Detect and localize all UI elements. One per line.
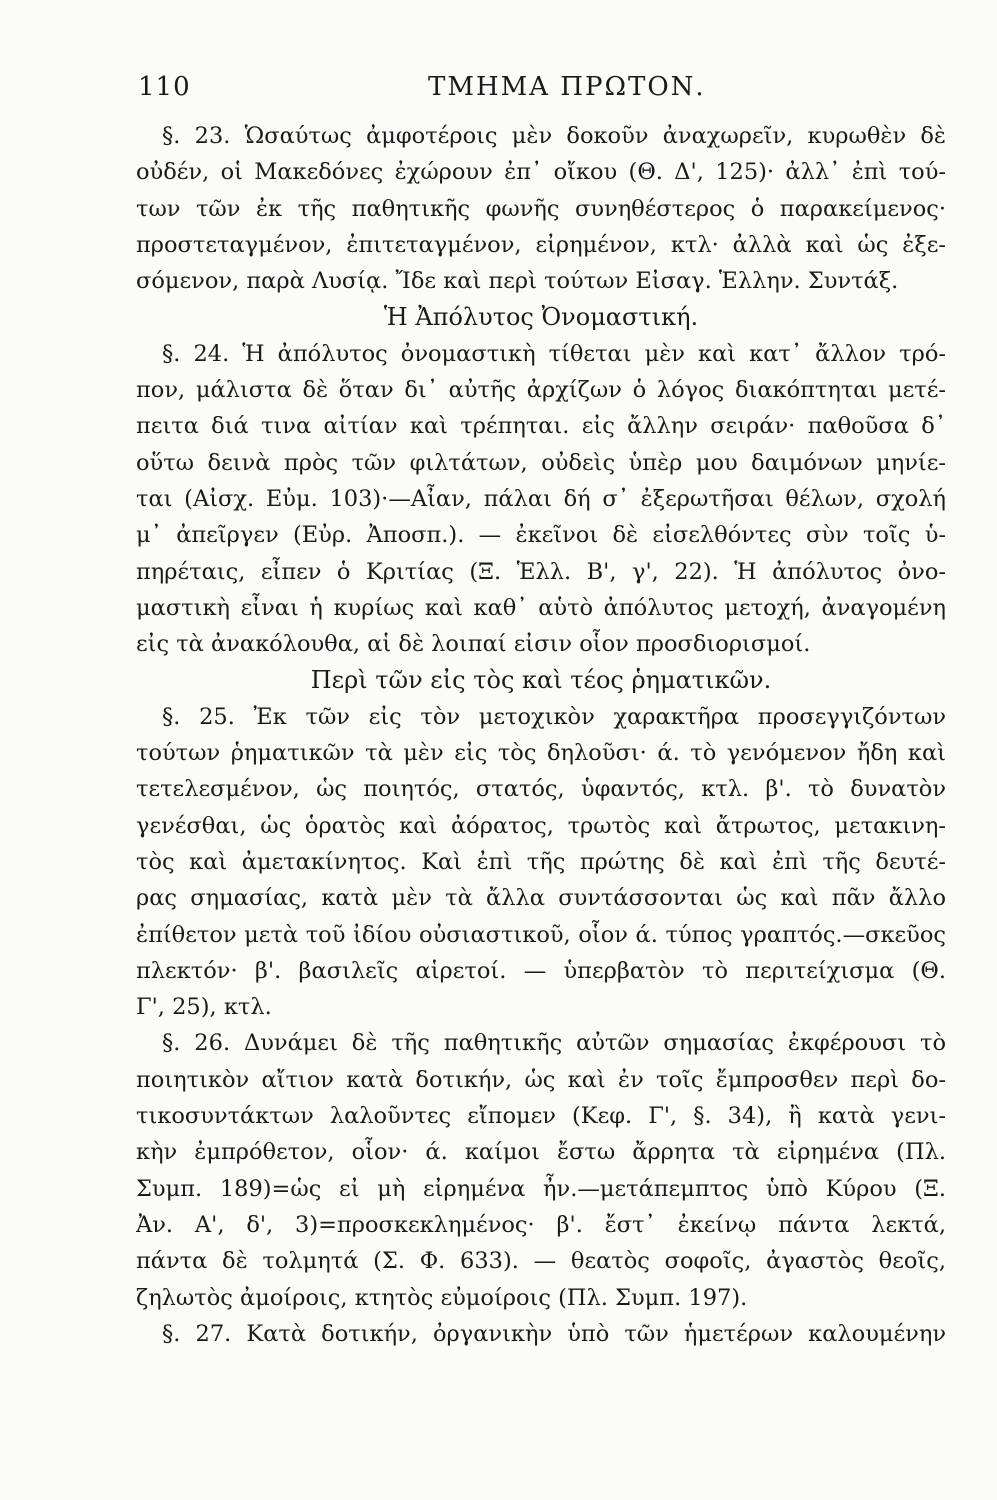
text-line: Συμπ. 189)=ὡς εἰ μὴ εἰρημένα ἦν.—μετάπεμπτος ὑπὸ Κύρου (Ξ. <box>136 1175 946 1202</box>
body-text <box>136 118 946 1352</box>
text-line: πλεκτόν· β'. βασιλεῖς αἱρετοί. — ὑπερβατὸν τὸ περιτείχισμα (Θ. <box>136 957 946 984</box>
text-line: §. 23. Ὡσαύτως ἀμφοτέροις μὲν δοκοῦν ἀναχωρεῖν, κυρωθὲν δὲ <box>162 123 946 149</box>
text-line: γενέσθαι, ὡς ὁρατὸς καὶ ἀόρατος, τρωτὸς καὶ ἄτρωτος, μετακινη- <box>136 812 946 839</box>
text-line: §. 24. Ἡ ἀπόλυτος ὀνομαστικὴ τίθεται μὲν καὶ κατ᾽ ἄλλον τρό- <box>162 340 946 367</box>
text-line: τὸς καὶ ἀμετακίνητος. Καὶ ἐπὶ τῆς πρώτης δὲ καὶ ἐπὶ τῆς δευτέ- <box>136 848 946 875</box>
page-number: 110 <box>138 72 191 102</box>
section-heading: Ἡ Ἀπόλυτος Ὀνομαστική. <box>383 303 699 332</box>
text-line: ται (Αἰσχ. Εὐμ. 103)·—Αἶαν, πάλαι δή σ᾽ ἐξερωτῆσαι θέλων, σχολή <box>136 485 946 512</box>
running-title: ΤΜΗΜΑ ΠΡΩΤΟΝ. <box>428 72 706 102</box>
text-line: τικοσυντάκτων λαλοῦντες εἴπομεν (Κεφ. Γ', §. 34), ἢ κατὰ γενι- <box>136 1103 946 1130</box>
text-line: ζηλωτὸς ἀμοίροις, κτητὸς εὐμοίροις (Πλ. Συμπ. 197). <box>136 1284 748 1311</box>
text-line: προστεταγμένον, ἐπιτεταγμένον, εἰρημένον, κτλ· ἀλλὰ καὶ ὡς ἐξε- <box>136 231 946 258</box>
text-line: πον, μάλιστα δὲ ὅταν δι᾽ αὐτῆς ἀρχίζων ὁ λόγος διακόπτηται μετέ- <box>136 377 946 404</box>
text-line: ρας σημασίας, κατὰ μὲν τὰ ἄλλα συντάσσονται ὡς καὶ πᾶν ἄλλο <box>136 885 946 912</box>
text-line: κὴν ἐμπρόθετον, οἷον· ά. καίμοι ἔστω ἄρρητα τὰ εἰρημένα (Πλ. <box>136 1139 946 1166</box>
text-line: Ἀν. Α', δ', 3)=προσκεκλημένος· β'. ἔστ᾽ ἐκείνῳ πάντα λεκτά, <box>136 1211 946 1238</box>
text-line: των τῶν ἐκ τῆς παθητικῆς φωνῆς συνηθέστερος ὁ παρακείμενος· <box>136 195 946 222</box>
text-line: οὕτω δεινὰ πρὸς τῶν φιλτάτων, οὐδεὶς ὑπὲρ μου δαιμόνων μηνίε- <box>136 449 946 476</box>
text-line: §. 27. Κατὰ δοτικήν, ὀργανικὴν ὑπὸ τῶν ἡμετέρων καλουμένην <box>162 1320 946 1347</box>
running-head <box>138 72 938 112</box>
text-line: πειτα διά τινα αἰτίαν καὶ τρέπηται. εἰς ἄλλην σειράν· παθοῦσα δ᾽ <box>136 413 946 440</box>
text-line: μ᾽ ἀπεῖργεν (Εὐρ. Ἀποσπ.). — ἐκεῖνοι δὲ εἰσελθόντες σὺν τοῖς ὑ- <box>136 522 946 549</box>
text-line: τούτων ῥηματικῶν τὰ μὲν εἰς τὸς δηλοῦσι· ά. τὸ γενόμενον ἤδη καὶ <box>136 740 946 767</box>
text-line: εἰς τὰ ἀνακόλουθα, αἱ δὲ λοιπαί εἰσιν οἷον προσδιορισμοί. <box>136 631 811 658</box>
text-line: οὐδέν, οἱ Μακεδόνες ἐχώρουν ἐπ᾽ οἴκου (Θ. Δ', 125)· ἀλλ᾽ ἐπὶ τού- <box>136 159 946 186</box>
text-line: πάντα δὲ τολμητά (Σ. Φ. 633). — θεατὸς σοφοῖς, ἀγαστὸς θεοῖς, <box>136 1248 946 1275</box>
text-line: σόμενον, παρὰ Λυσίᾳ. Ἴδε καὶ περὶ τούτων Εἰσαγ. Ἑλλην. Συντάξ. <box>136 268 899 295</box>
text-line: §. 26. Δυνάμει δὲ τῆς παθητικῆς αὐτῶν σημασίας ἐκφέρουσι τὸ <box>162 1030 946 1057</box>
text-line: ποιητικὸν αἴτιον κατὰ δοτικήν, ὡς καὶ ἐν τοῖς ἔμπροσθεν περὶ δο- <box>136 1066 946 1093</box>
text-line: μαστικὴ εἶναι ἡ κυρίως καὶ καθ᾽ αὑτὸ ἀπόλυτος μετοχή, ἀναγομένη <box>136 594 946 621</box>
text-line: ἐπίθετον μετὰ τοῦ ἰδίου οὐσιαστικοῦ, οἷον ά. τύπος γραπτός.—σκεῦος <box>136 921 946 948</box>
section-heading: Περὶ τῶν εἰς τὸς καὶ τέος ῥηματικῶν. <box>310 666 772 695</box>
text-line: πηρέταις, εἶπεν ὁ Κριτίας (Ξ. Ἑλλ. Β', γ', 22). Ἡ ἀπόλυτος ὀνο- <box>136 558 946 585</box>
text-line: τετελεσμένον, ὡς ποιητός, στατός, ὑφαντός, κτλ. β'. τὸ δυνατὸν <box>136 776 946 803</box>
text-line: Γ', 25), κτλ. <box>136 994 272 1021</box>
text-line: §. 25. Ἐκ τῶν εἰς τὸν μετοχικὸν χαρακτῆρα προσεγγιζόντων <box>162 703 946 730</box>
